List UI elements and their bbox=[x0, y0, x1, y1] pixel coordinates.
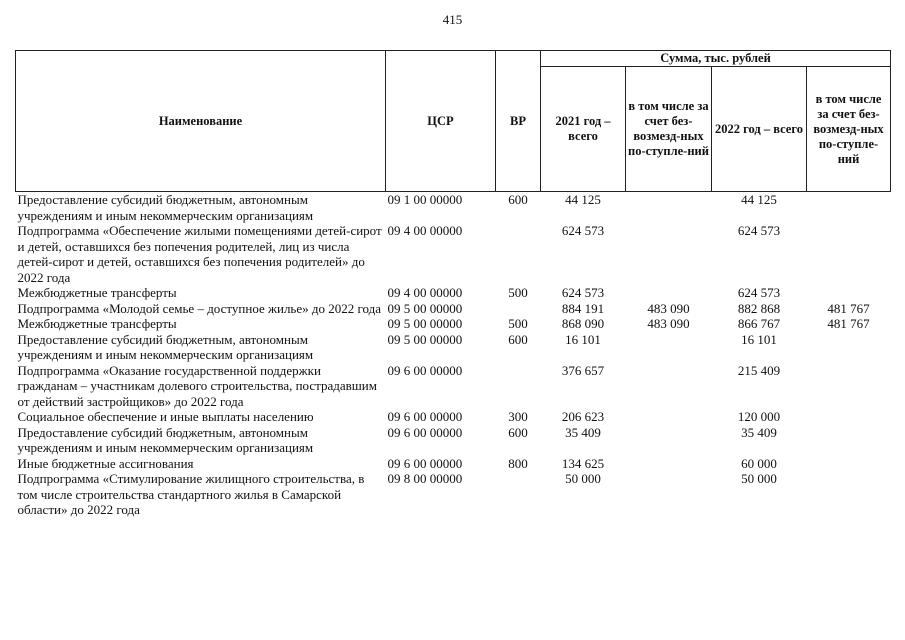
cell-vr: 300 bbox=[508, 409, 528, 424]
cell-2021-grants bbox=[626, 471, 712, 518]
cell-2022-total: 44 125 bbox=[741, 192, 777, 207]
cell-2021-grants bbox=[626, 363, 712, 410]
cell-2022-grants bbox=[807, 409, 891, 425]
cell-2022-total: 866 767 bbox=[737, 316, 781, 331]
cell-2022-grants bbox=[807, 285, 891, 301]
cell-name: Подпрограмма «Молодой семье – доступное жилье» до 2022 года bbox=[17, 300, 382, 316]
cell-csr: 09 8 00 00000 bbox=[387, 471, 463, 486]
cell-2022-grants: 481 767 bbox=[827, 300, 870, 316]
cell-vr: 600 bbox=[508, 331, 528, 347]
cell-name: Иные бюджетные ассигнования bbox=[17, 455, 194, 471]
cell-2021-total: 50 000 bbox=[565, 471, 601, 486]
header-sum-group: Сумма, тыс. рублей bbox=[541, 51, 891, 67]
cell-2021-total: 44 125 bbox=[565, 192, 601, 207]
cell-name: Подпрограмма «Стимулирование жилищного строительства, в том числе строительства стандартного жилья в Самарской области» до 2022 года bbox=[17, 471, 365, 517]
cell-name: Социальное обеспечение и иные выплаты населению bbox=[17, 409, 314, 424]
cell-vr: 800 bbox=[508, 455, 528, 471]
header-name: Наименование bbox=[16, 51, 386, 192]
cell-2022-grants bbox=[807, 223, 891, 285]
cell-name: Межбюджетные трансферты bbox=[17, 316, 177, 331]
table-row bbox=[16, 409, 891, 425]
cell-vr bbox=[496, 301, 541, 317]
cell-2022-total: 624 573 bbox=[737, 285, 781, 300]
cell-name: Подпрограмма «Оказание государственной поддержки гражданам – участникам долевого строительства, пострадавшим от действий застройщиков» до 2022 года bbox=[17, 362, 377, 409]
cell-name: Предоставление субсидий бюджетным, автономным учреждениям и иным некоммерческим организациям bbox=[17, 192, 314, 223]
cell-2022-total: 624 573 bbox=[737, 223, 781, 238]
cell-2022-total: 882 868 bbox=[737, 300, 781, 316]
header-2021-grants: в том числе за счет без-возмезд-ных по-ступле-ний bbox=[626, 67, 712, 192]
cell-csr: 09 4 00 00000 bbox=[387, 285, 463, 300]
cell-2022-grants bbox=[807, 471, 891, 518]
cell-name: Межбюджетные трансферты bbox=[17, 285, 177, 300]
cell-2021-total: 376 657 bbox=[561, 362, 605, 378]
cell-2021-grants bbox=[626, 332, 712, 363]
cell-2022-total: 215 409 bbox=[737, 362, 781, 378]
cell-csr: 09 6 00 00000 bbox=[387, 455, 463, 471]
header-csr: ЦСР bbox=[386, 51, 496, 192]
header-2022-total: 2022 год – всего bbox=[712, 67, 807, 192]
cell-csr: 09 1 00 00000 bbox=[387, 192, 463, 207]
header-vr: ВР bbox=[496, 51, 541, 192]
cell-2021-grants bbox=[626, 409, 712, 425]
cell-2021-total: 35 409 bbox=[565, 424, 601, 440]
cell-2021-grants bbox=[626, 285, 712, 301]
table-row bbox=[16, 301, 891, 317]
cell-name: Подпрограмма «Обеспечение жилыми помещениями детей-сирот и детей, оставшихся без попечения родителей, лиц из числа детей-сирот и детей, оставшихся без попечения родителей» до 2022 года bbox=[17, 223, 382, 285]
cell-2021-total: 884 191 bbox=[561, 300, 605, 316]
table-body bbox=[16, 192, 891, 518]
cell-2022-grants bbox=[807, 363, 891, 410]
cell-csr: 09 6 00 00000 bbox=[387, 424, 463, 440]
cell-2022-total: 16 101 bbox=[741, 331, 777, 347]
cell-vr: 500 bbox=[508, 316, 528, 331]
table-row bbox=[16, 285, 891, 301]
budget-table bbox=[15, 50, 891, 518]
table-row bbox=[16, 363, 891, 410]
cell-2022-total: 120 000 bbox=[737, 409, 781, 424]
cell-csr: 09 5 00 00000 bbox=[387, 331, 463, 347]
table-row bbox=[16, 425, 891, 456]
header-2021-total: 2021 год – всего bbox=[541, 67, 626, 192]
header-2022-grants: в том числе за счет без-возмезд-ных по-ступле-ний bbox=[807, 67, 891, 192]
cell-2022-grants bbox=[807, 425, 891, 456]
cell-2021-grants: 483 090 bbox=[647, 316, 690, 331]
cell-2021-total: 16 101 bbox=[565, 331, 601, 347]
table-row bbox=[16, 471, 891, 518]
cell-2021-grants bbox=[626, 456, 712, 472]
cell-2022-grants: 481 767 bbox=[827, 316, 870, 331]
cell-2021-total: 206 623 bbox=[561, 409, 605, 424]
cell-2021-total: 868 090 bbox=[561, 316, 605, 331]
cell-csr: 09 6 00 00000 bbox=[387, 362, 463, 378]
cell-vr: 600 bbox=[508, 424, 528, 440]
cell-vr bbox=[496, 223, 541, 285]
cell-2022-total: 35 409 bbox=[741, 424, 777, 440]
cell-2021-grants: 483 090 bbox=[647, 300, 690, 316]
cell-2021-total: 624 573 bbox=[561, 285, 605, 300]
cell-csr: 09 5 00 00000 bbox=[387, 300, 463, 316]
cell-csr: 09 5 00 00000 bbox=[387, 316, 463, 331]
cell-2022-total: 50 000 bbox=[741, 471, 777, 486]
cell-2021-total: 624 573 bbox=[561, 223, 605, 238]
cell-2022-grants bbox=[807, 192, 891, 224]
table-row bbox=[16, 223, 891, 285]
cell-vr: 600 bbox=[508, 192, 528, 207]
cell-name: Предоставление субсидий бюджетным, автономным учреждениям и иным некоммерческим организациям bbox=[17, 424, 314, 455]
cell-2022-grants bbox=[807, 332, 891, 363]
cell-csr: 09 6 00 00000 bbox=[387, 409, 463, 424]
table-row bbox=[16, 316, 891, 332]
cell-name: Предоставление субсидий бюджетным, автономным учреждениям и иным некоммерческим организациям bbox=[17, 331, 314, 362]
page-number: 415 bbox=[442, 12, 463, 27]
table-header bbox=[16, 51, 891, 192]
cell-csr: 09 4 00 00000 bbox=[387, 223, 463, 238]
cell-vr bbox=[496, 471, 541, 518]
cell-2022-total: 60 000 bbox=[741, 455, 777, 471]
cell-2021-grants bbox=[626, 192, 712, 224]
cell-2021-grants bbox=[626, 425, 712, 456]
cell-vr bbox=[496, 363, 541, 410]
table-row bbox=[16, 332, 891, 363]
table-row bbox=[16, 192, 891, 224]
table-row bbox=[16, 456, 891, 472]
cell-2021-total: 134 625 bbox=[561, 455, 605, 471]
cell-2022-grants bbox=[807, 456, 891, 472]
cell-vr: 500 bbox=[508, 285, 528, 300]
cell-2021-grants bbox=[626, 223, 712, 285]
